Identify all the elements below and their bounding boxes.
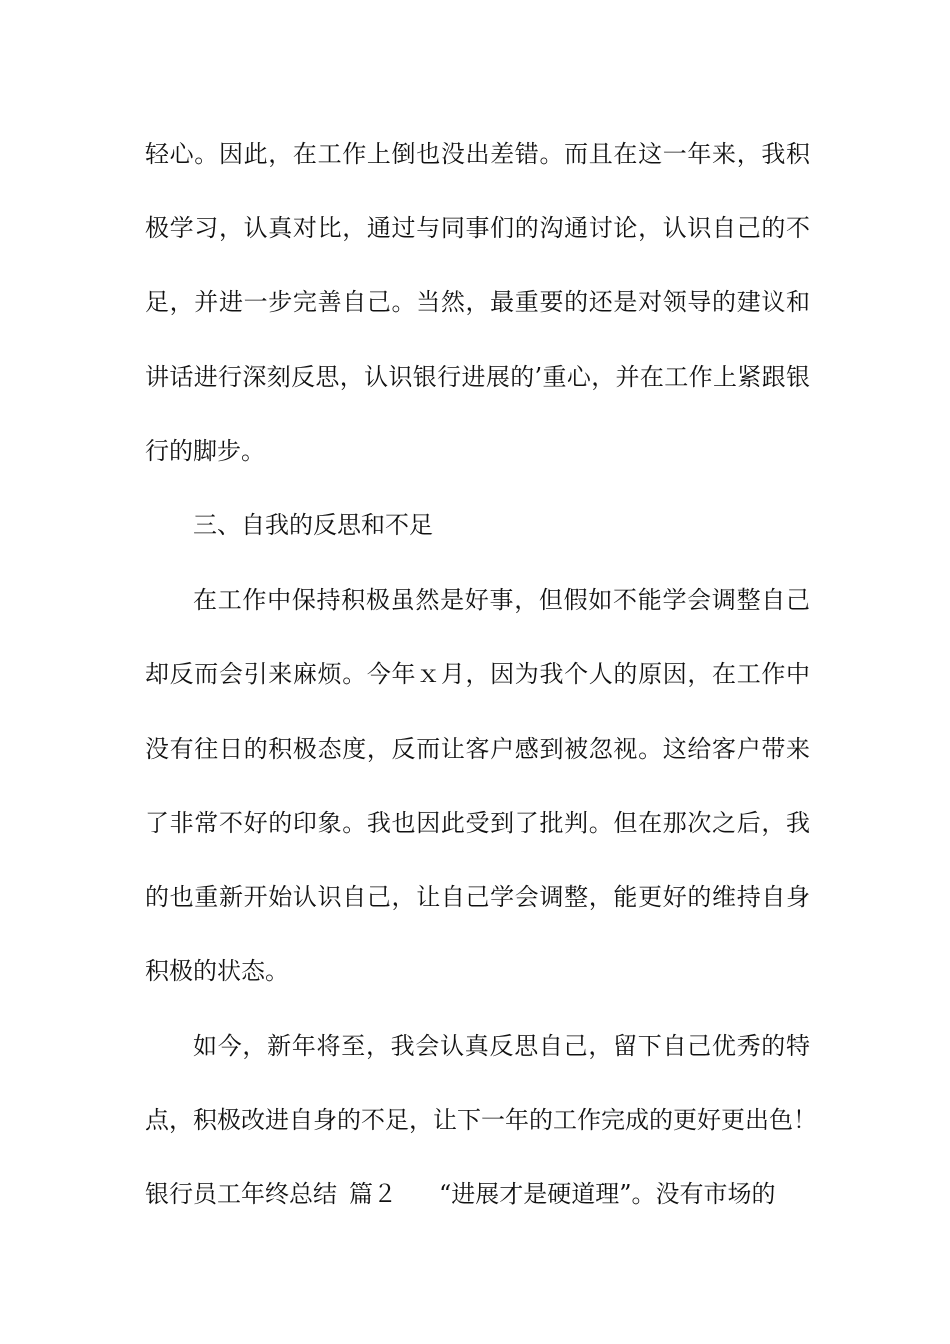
- text-line: 讲话进行深刻反思，认识银行进展的’重心，并在工作上紧跟银: [145, 363, 810, 391]
- text-line: 在工作中保持积极虽然是好事，但假如不能学会调整自己: [193, 586, 810, 614]
- document-part: 篇２: [349, 1180, 397, 1208]
- text-line: 积极的状态。: [145, 957, 289, 985]
- text-line: 点，积极改进自身的不足，让下一年的工作完成的更好更出色！: [145, 1106, 817, 1134]
- document-title: 银行员工年终总结: [145, 1180, 337, 1208]
- text-line: 没有往日的积极态度，反而让客户感到被忽视。这给客户带来: [145, 735, 810, 763]
- text-line: 足，并进一步完善自己。当然，最重要的还是对领导的建议和: [145, 288, 810, 316]
- text-line: 的也重新开始认识自己，让自己学会调整，能更好的维持自身: [145, 883, 810, 911]
- text-line: 行的脚步。: [145, 437, 265, 465]
- section-heading: 三、自我的反思和不足: [193, 511, 433, 539]
- text-line: 如今，新年将至，我会认真反思自己，留下自己优秀的特: [193, 1032, 810, 1060]
- text-line: “进展才是硬道理”。没有市场的: [439, 1180, 776, 1208]
- title-line: [145, 1174, 810, 1214]
- text-line: 却反而会引来麻烦。今年ｘ月，因为我个人的原因，在工作中: [145, 660, 810, 688]
- text-line: 极学习，认真对比，通过与同事们的沟通讨论，认识自己的不: [145, 214, 810, 242]
- text-line: 了非常不好的印象。我也因此受到了批判。但在那次之后，我: [145, 809, 810, 837]
- text-line: 轻心。因此，在工作上倒也没出差错。而且在这一年来，我积: [145, 140, 810, 168]
